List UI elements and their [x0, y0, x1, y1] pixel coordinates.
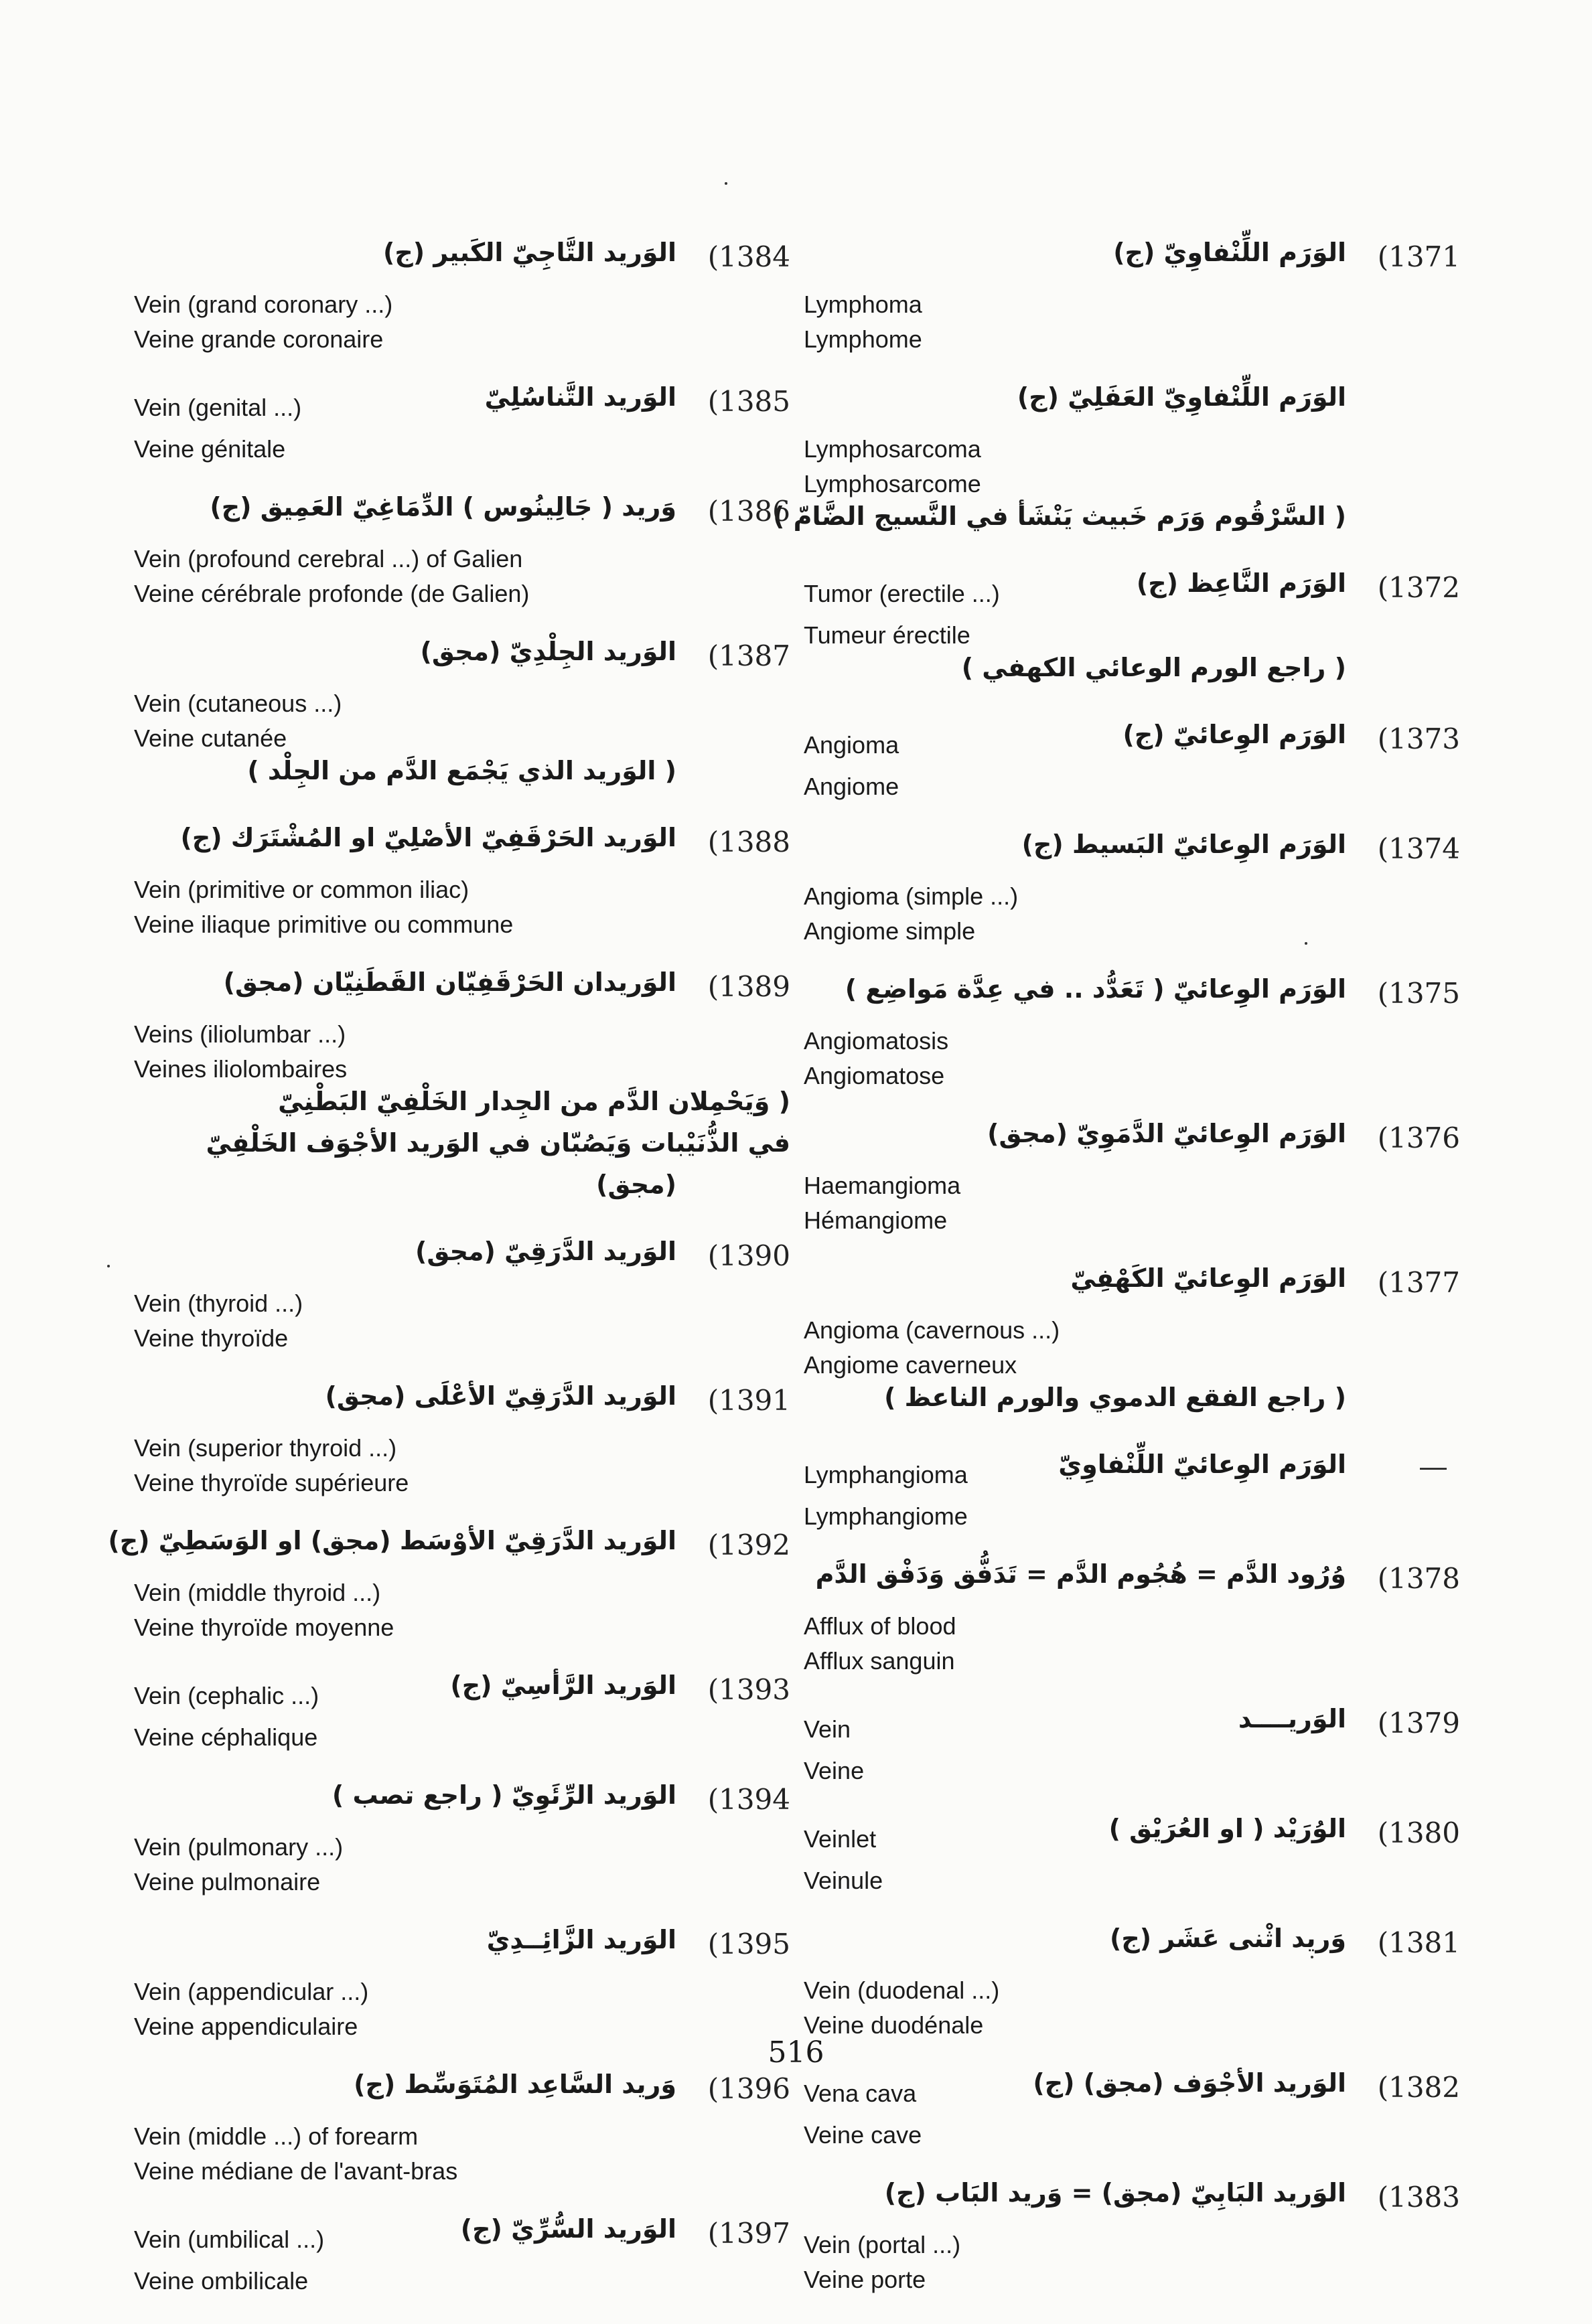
arabic-term: الوَرَم الوِعائيّ البَسيط (ج): [1021, 830, 1346, 859]
entry-1373: [804, 720, 1460, 804]
french-term: Veine génitale: [134, 435, 286, 463]
arabic-term: الوَرَم اللِّنْفاوِيّ (ج): [1113, 238, 1346, 267]
french-term: Veine pulmonaire: [134, 1868, 321, 1895]
entry-1378: [804, 1559, 1460, 1679]
english-term: Vein (primitive or common iliac): [134, 876, 469, 903]
arabic-note: ( راجع الورم الوعائي الكهفي ): [961, 653, 1346, 682]
french-term: Veine ombilicale: [134, 2267, 309, 2295]
entry-number: (1392: [707, 1529, 790, 1561]
entry-number: (1374: [1377, 832, 1460, 865]
arabic-note: ( السَّرْقُوم وَرَم خَبيث يَنْشَأ في النَّسيج الضَّامّ ): [773, 501, 1346, 531]
french-term: Angiome: [804, 773, 899, 800]
arabic-term: الوَرَم الوِعائيّ ( تَعَدُّد .. في عِدَّة مَواضِع ): [845, 974, 1346, 1004]
english-term: Vein (cutaneous ...): [134, 690, 342, 717]
english-term: Vein (middle thyroid ...): [134, 1579, 381, 1606]
french-term: Veine thyroïde: [134, 1324, 289, 1352]
english-term: Angiomatosis: [804, 1027, 949, 1055]
entry-lymphangioma: [804, 1450, 1460, 1534]
entry-1379: [804, 1704, 1460, 1788]
entry-1393: [134, 1671, 790, 1755]
entry-number: (1376: [1377, 1121, 1460, 1154]
french-term: Veine grande coronaire: [134, 325, 384, 353]
english-term: Tumor (erectile ...): [804, 580, 1000, 607]
entry-number: (1389: [707, 970, 790, 1003]
french-term: Veine cérébrale profonde (de Galien): [134, 580, 530, 607]
english-term: Vena cava: [804, 2080, 917, 2107]
french-term: Tumeur érectile: [804, 621, 970, 649]
french-term: Veine cave: [804, 2121, 922, 2149]
scan-speck: [1305, 942, 1307, 945]
english-term: Angioma (cavernous ...): [804, 1316, 1060, 1344]
entry-number: (1380: [1377, 1816, 1460, 1849]
english-term: Angioma (simple ...): [804, 882, 1019, 910]
arabic-term: الوَرَم النَّاعِظ (ج): [1136, 568, 1346, 598]
entry-1387: [134, 637, 790, 797]
entry-number: (1397: [707, 2217, 790, 2250]
entry-1392: [108, 1526, 790, 1645]
arabic-term: الوَرَم الوِعائيّ الكَهْفِيّ: [1070, 1263, 1346, 1293]
arabic-term: الوُرَيْد ( او العُرَيْق ): [1108, 1814, 1346, 1843]
entry-number: (1378: [1377, 1562, 1460, 1595]
entry-1386: [134, 492, 790, 611]
entry-1385: [134, 382, 790, 467]
arabic-term: وَريد ( جَالِينُوس ) الدِّمَاغِيّ العَمِيق (ج): [210, 492, 676, 522]
french-term: Angiome caverneux: [804, 1351, 1017, 1379]
english-term: Vein: [804, 1715, 851, 1743]
arabic-note: ( الوَريد الذي يَجْمَع الدَّم من الجِلْد ): [247, 756, 676, 785]
entry-1383: [804, 2178, 1460, 2297]
french-term: Veine thyroïde supérieure: [134, 1469, 409, 1496]
english-term: Lymphangioma: [804, 1461, 968, 1488]
english-term: Vein (pulmonary ...): [134, 1833, 344, 1861]
arabic-term: الوَريد الزَّائِــدِيّ: [486, 1925, 676, 1954]
english-term: Vein (appendicular ...): [134, 1978, 369, 2005]
french-term: Veine iliaque primitive ou commune: [134, 911, 514, 938]
arabic-term: الوَريد الأجْوَف (مجق) (ج): [1033, 2068, 1346, 2098]
arabic-term: الوَريد التَّاجِيّ الكَبير (ج): [383, 238, 676, 267]
english-term: Veinlet: [804, 1825, 877, 1853]
english-term: Haemangioma: [804, 1172, 961, 1199]
entry-1384: [134, 238, 790, 357]
entry-number: (1388: [707, 826, 790, 858]
entry-number: (1391: [707, 1384, 790, 1417]
english-term: Vein (superior thyroid ...): [134, 1434, 397, 1462]
french-term: Lymphosarcome: [804, 470, 981, 497]
french-term: Veine cutanée: [134, 724, 287, 752]
english-term: Vein (cephalic ...): [134, 1682, 319, 1709]
french-term: Veinule: [804, 1867, 883, 1894]
entry-1389: [134, 967, 790, 1211]
entry-1381: [804, 1924, 1460, 2043]
arabic-note: ( راجع الفقع الدموي والورم الناعظ ): [884, 1383, 1346, 1412]
french-term: Lymphome: [804, 325, 922, 353]
arabic-term: الوَريدان الحَرْقَفِيّان القَطَنِيّان (مجق): [223, 967, 676, 997]
entry-1397: [134, 2214, 790, 2299]
french-term: Veine duodénale: [804, 2011, 984, 2039]
french-term: Angiome simple: [804, 917, 976, 945]
arabic-term: الوَريد الجِلْدِيّ (مجق): [420, 637, 676, 666]
french-term: Veine porte: [804, 2266, 926, 2293]
entry-lymphosarcoma: [773, 382, 1460, 543]
french-term: Afflux sanguin: [804, 1647, 955, 1675]
arabic-term: الوَرَم الوِعائيّ اللِّنْفاوِيّ: [1058, 1450, 1346, 1479]
arabic-term: الوَرَم اللِّنْفاوِيّ العَفَلِيّ (ج): [1017, 382, 1346, 412]
scan-speck: [725, 182, 727, 185]
french-term: Veine céphalique: [134, 1723, 318, 1751]
english-term: Vein (thyroid ...): [134, 1290, 303, 1317]
arabic-term: الوَريد السُّرِّيّ (ج): [460, 2214, 676, 2244]
entry-1388: [134, 823, 790, 942]
arabic-note: ( وَيَحْمِلان الدَّم من الجِدار الخَلْفِيّ البَطْنِيّ: [278, 1087, 790, 1116]
arabic-term: الوَريــــد: [1238, 1704, 1346, 1733]
entry-number: (1372: [1377, 571, 1460, 604]
arabic-term: الوَرَم الوِعائيّ الدَّمَوِيّ (مجق): [987, 1119, 1346, 1148]
entry-1390: [134, 1237, 790, 1356]
entry-number: (1396: [707, 2072, 790, 2105]
arabic-term: وَريد السَّاعِد المُتَوَسِّط (ج): [354, 2070, 676, 2099]
entry-1391: [134, 1381, 790, 1500]
french-term: Veine médiane de l'avant-bras: [134, 2157, 458, 2185]
entry-1377: [804, 1263, 1460, 1424]
arabic-term: وُرُود الدَّم = هُجُوم الدَّم = تَدَفُّق وَدَفْق الدَّم: [815, 1559, 1346, 1589]
english-term: Vein (umbilical ...): [134, 2226, 325, 2253]
entry-number: (1394: [707, 1783, 790, 1816]
entry-1375: [804, 974, 1460, 1093]
scan-speck: [107, 1265, 110, 1267]
entry-number: (1393: [707, 1673, 790, 1706]
english-term: Afflux of blood: [804, 1612, 956, 1640]
arabic-term: وَريد اثْنى عَشَر (ج): [1109, 1924, 1346, 1953]
english-term: Vein (grand coronary ...): [134, 291, 393, 318]
english-term: Vein (portal ...): [804, 2231, 961, 2258]
french-term: Veine thyroïde moyenne: [134, 1614, 394, 1641]
arabic-term: الوَريد الدَّرَقِيّ الأوْسَط (مجق) او الوَسَطِيّ (ج): [108, 1526, 676, 1555]
entry-number: (1379: [1377, 1707, 1460, 1739]
arabic-term: الوَرَم الوِعائيّ (ج): [1123, 720, 1346, 749]
french-term: Veines iliolombaires: [134, 1055, 348, 1083]
entry-1380: [804, 1814, 1460, 1898]
entry-dash: —: [1420, 1452, 1447, 1482]
entry-1376: [804, 1119, 1460, 1238]
english-term: Vein (middle ...) of forearm: [134, 2122, 419, 2150]
entry-number: (1384: [707, 240, 790, 273]
english-term: Angioma: [804, 731, 899, 759]
arabic-term: الوَريد الرَّأسِيّ (ج): [450, 1671, 676, 1700]
scan-speck: [1311, 1956, 1313, 1958]
english-term: Lymphoma: [804, 291, 922, 318]
entry-number: (1381: [1377, 1926, 1460, 1959]
entry-1371: [804, 238, 1460, 357]
arabic-note: (مجق): [596, 1170, 676, 1199]
french-term: Veine appendiculaire: [134, 2013, 358, 2040]
french-term: Hémangiome: [804, 1207, 948, 1234]
left-column: [108, 238, 790, 2324]
entry-number: (1386: [707, 495, 790, 528]
entry-1395: [134, 1925, 790, 2044]
entry-number: (1390: [707, 1239, 790, 1272]
french-term: Veine: [804, 1757, 865, 1784]
entry-number: (1383: [1377, 2181, 1460, 2214]
entry-number: (1382: [1377, 2071, 1460, 2104]
entry-1396: [134, 2070, 790, 2189]
french-term: Lymphangiome: [804, 1502, 968, 1530]
entry-number: (1395: [707, 1928, 790, 1960]
arabic-term: الوَريد الرِّئَوِيّ ( راجع تصب ): [332, 1780, 676, 1810]
arabic-note: في الذُّنَيْبات وَيَصُبّان في الوَريد الأجْوَف الخَلْفِيّ: [206, 1128, 790, 1158]
entry-number: (1375: [1377, 977, 1460, 1010]
arabic-term: الوَريد التَّناسُلِيّ: [484, 382, 676, 412]
entry-1394: [134, 1780, 790, 1900]
arabic-term: الوَريد الدَّرَقِيّ الأعْلَى (مجق): [325, 1381, 676, 1411]
english-term: Veins (iliolumbar ...): [134, 1020, 346, 1048]
english-term: Vein (genital ...): [134, 394, 302, 421]
french-term: Angiomatose: [804, 1062, 945, 1089]
arabic-term: الوَريد البَابِيّ (مجق) = وَريد البَاب (ج): [884, 2178, 1346, 2207]
entry-number: (1373: [1377, 722, 1460, 755]
entry-1382: [804, 2068, 1460, 2153]
entry-number: (1371: [1377, 240, 1460, 273]
entry-number: (1385: [707, 385, 790, 418]
entry-1374: [804, 830, 1460, 949]
page-number: 516: [768, 2035, 824, 2070]
english-term: Vein (duodenal ...): [804, 1977, 1000, 2004]
arabic-term: الوَريد الدَّرَقِيّ (مجق): [415, 1237, 676, 1266]
english-term: Lymphosarcoma: [804, 435, 981, 463]
english-term: Vein (profound cerebral ...) of Galien: [134, 545, 523, 572]
entry-number: (1387: [707, 639, 790, 672]
arabic-term: الوَريد الحَرْقَفِيّ الأصْلِيّ او المُشْتَرَك (ج): [180, 823, 676, 852]
entry-number: (1377: [1377, 1266, 1460, 1299]
entry-1372: [804, 568, 1460, 694]
